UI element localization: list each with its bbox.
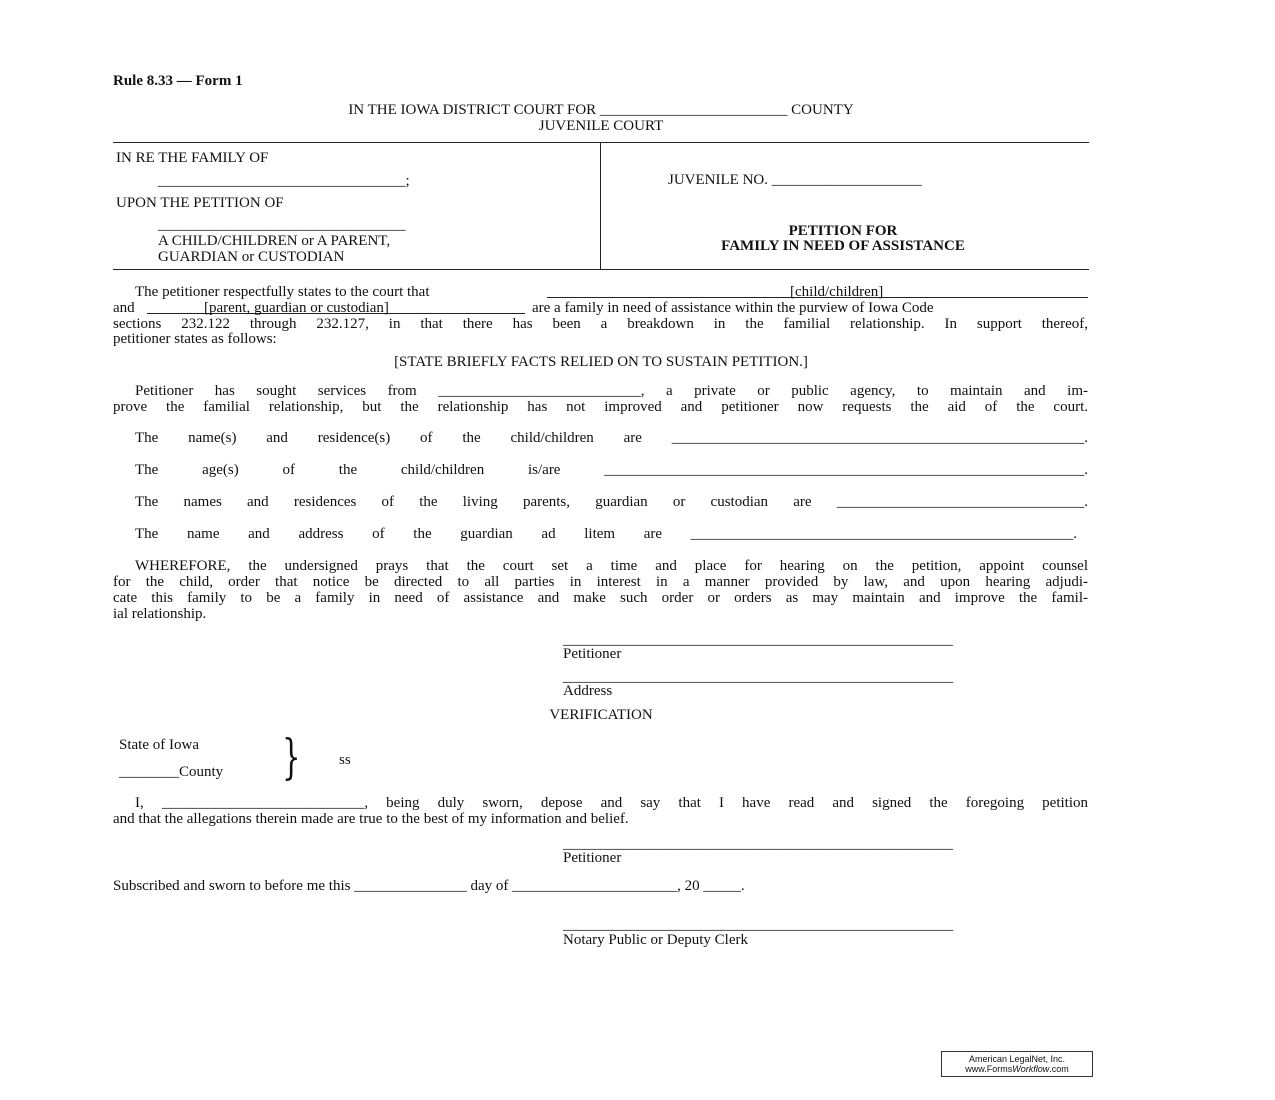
family-name-field[interactable]: _________________________________; [158, 173, 410, 189]
in-re-label: IN RE THE FAMILY OF [116, 150, 269, 166]
party-type-line2: GUARDIAN or CUSTODIAN [158, 249, 345, 265]
petitioner-signature-line[interactable]: ____________________________________________________ [563, 632, 953, 648]
parent-guardian-field[interactable] [147, 300, 525, 316]
wherefore-line2: for the child, order that notice be directed to all parties in interest in a manner provided by law, and upon hearing adjudi- [113, 574, 1088, 590]
address-line[interactable]: ____________________________________________________ [563, 669, 953, 685]
oath-line1[interactable]: I, ___________________________, being duly sworn, depose and say that I have read and signed the foregoing petition [135, 795, 1088, 811]
verification-title: VERIFICATION [549, 707, 653, 723]
services-text-line2: prove the familial relationship, but the relationship has not improved and petitioner now requests the aid of the court. [113, 399, 1088, 415]
court-subtitle: JUVENILE COURT [538, 118, 664, 134]
logo-website: www.FormsWorkflow.com [965, 1064, 1069, 1074]
and-label: and [113, 300, 135, 316]
petition-intro-text: The petitioner respectfully states to the court that [135, 284, 430, 300]
caption-bottom-rule [113, 269, 1089, 270]
logo-company-name: American LegalNet, Inc. [968, 1054, 1066, 1064]
wherefore-line1: WHEREFORE, the undersigned prays that the court set a time and place for hearing on the petition, appoint counsel [135, 558, 1088, 574]
subscribed-sworn-line[interactable]: Subscribed and sworn to before me this _______________ day of ______________________, 20 _____. [113, 878, 745, 894]
child-children-hint: [child/children] [790, 284, 884, 300]
caption-top-rule [113, 142, 1089, 143]
petitioner-name-field[interactable]: _________________________________ [158, 217, 406, 233]
petition-title-line1: PETITION FOR [788, 223, 898, 239]
upon-petition-label: UPON THE PETITION OF [116, 195, 284, 211]
guardian-ad-litem-field[interactable]: The name and address of the guardian ad litem are ___________________________________________________. [135, 526, 1077, 542]
american-legalnet-logo [941, 1051, 1093, 1077]
form-rule-label: Rule 8.33 — Form 1 [113, 73, 243, 89]
brace-symbol: } [282, 729, 301, 785]
purview-text: are a family in need of assistance within the purview of Iowa Code [532, 300, 934, 316]
juvenile-number-field[interactable]: JUVENILE NO. ____________________ [668, 172, 922, 188]
wherefore-line4: ial relationship. [113, 606, 207, 622]
petitioner-label: Petitioner [563, 646, 622, 662]
petition-title-line2: FAMILY IN NEED OF ASSISTANCE [721, 238, 965, 254]
party-type-line1: A CHILD/CHILDREN or A PARENT, [158, 233, 391, 249]
notary-signature-line[interactable]: ____________________________________________________ [563, 917, 953, 933]
county-field[interactable]: ________County [119, 764, 224, 780]
ss-label: ss [339, 752, 351, 768]
caption-divider [600, 142, 601, 270]
child-names-field[interactable]: The name(s) and residence(s) of the child/children are _______________________________________________________. [135, 430, 1088, 446]
notary-label: Notary Public or Deputy Clerk [563, 932, 748, 948]
wherefore-line3: cate this family to be a family in need of assistance and make such order or orders as may maintain and improve the famil- [113, 590, 1088, 606]
court-line: IN THE IOWA DISTRICT COURT FOR _________________________ COUNTY [348, 102, 854, 118]
address-label: Address [563, 683, 613, 699]
parent-guardian-hint: [parent, guardian or custodian] [204, 300, 389, 316]
parents-names-field[interactable]: The names and residences of the living parents, guardian or custodian are _________________________________. [135, 494, 1088, 510]
services-text-line1: Petitioner has sought services from ___________________________, a private or public agency, to maintain and im- [135, 383, 1088, 399]
oath-line2: and that the allegations therein made are true to the best of my information and belief. [113, 811, 629, 827]
child-children-field[interactable] [547, 284, 1088, 300]
state-facts-instruction: [STATE BRIEFLY FACTS RELIED ON TO SUSTAIN PETITION.] [394, 354, 808, 370]
verification-signature-line[interactable]: ____________________________________________________ [563, 836, 953, 852]
state-of-iowa-label: State of Iowa [119, 737, 199, 753]
verification-petitioner-label: Petitioner [563, 850, 622, 866]
sections-text: sections 232.122 through 232.127, in that there has been a breakdown in the familial relationship. In support thereof, [113, 316, 1088, 332]
states-as-follows-text: petitioner states as follows: [113, 331, 277, 347]
child-ages-field[interactable]: The age(s) of the child/children is/are ________________________________________________________________. [135, 462, 1088, 478]
